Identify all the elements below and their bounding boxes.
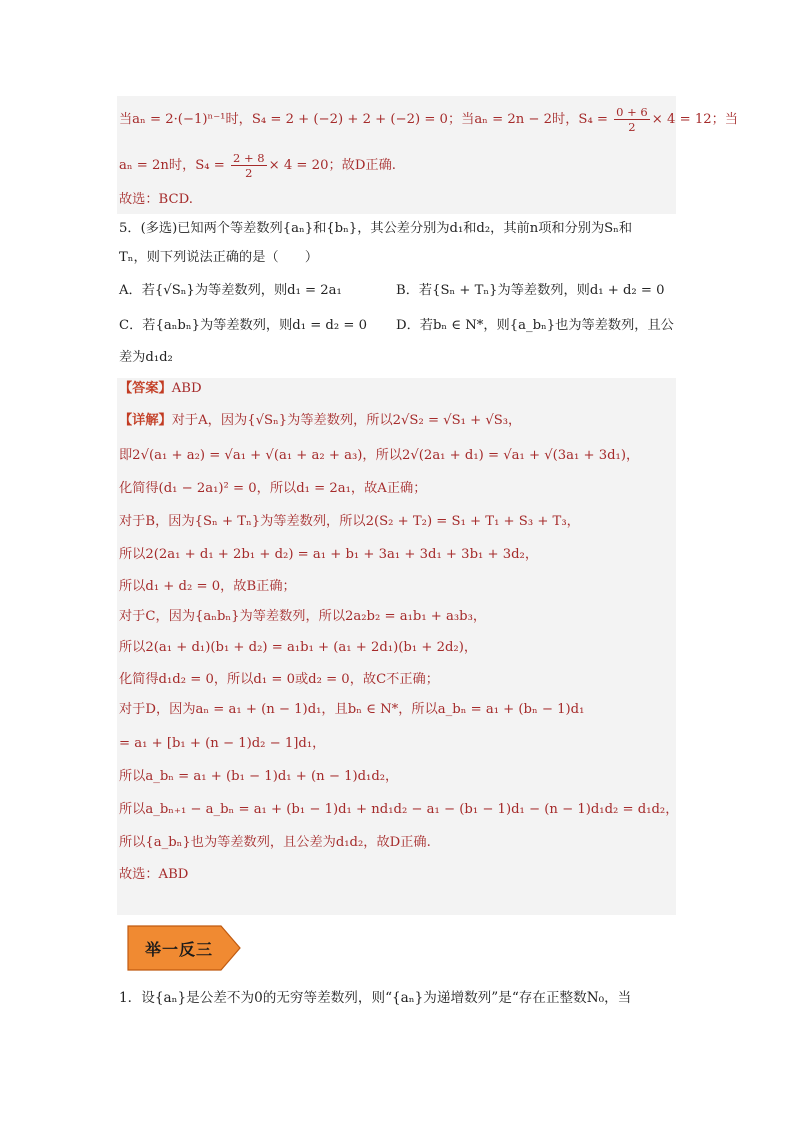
option-d-cont: 差为d₁d₂ <box>119 350 173 365</box>
detail-line-9: 化简得d₁d₂ = 0，所以d₁ = 0或d₂ = 0，故C不正确； <box>119 672 439 687</box>
section-badge-label: 举一反三 <box>144 940 213 959</box>
detail-line-7: 对于C，因为{aₙbₙ}为等差数列，所以2a₂b₂ = a₁b₁ + a₃b₃， <box>119 609 487 624</box>
detail-tag: 【详解】 <box>119 413 172 428</box>
next-question-line-1: 1．设{aₙ}是公差不为0的无穷等差数列，则“{aₙ}为递增数列”是“存在正整数N₀，当 <box>119 990 632 1006</box>
question-line-1: 5．(多选)已知两个等差数列{aₙ}和{bₙ}，其公差分别为d₁和d₂，其前n项和分别为Sₙ和 <box>119 221 633 236</box>
fraction-2: $\frac{2 + 8}{2}$ <box>233 151 265 180</box>
section-badge <box>127 925 241 971</box>
detail-line-11: = a₁ + [b₁ + (n − 1)d₂ − 1]d₁， <box>119 736 326 751</box>
detail-line-6: 所以d₁ + d₂ = 0，故B正确； <box>119 579 296 594</box>
option-c: C．若{aₙbₙ}为等差数列，则d₁ = d₂ = 0 <box>119 318 367 333</box>
prev-solution-line-1: 当aₙ = 2·(−1)ⁿ⁻¹时，S₄ = 2 + (−2) + 2 + (−2) = 0；当aₙ = 2n − 2时，S₄ = $\frac{0 + 6}{2}$ × 4 = 12；当 <box>119 105 738 134</box>
question-line-2: Tₙ，则下列说法正确的是（ ） <box>119 250 319 265</box>
detail-line-4: 对于B，因为{Sₙ + Tₙ}为等差数列，所以2(S₂ + T₂) = S₁ + T₁ + S₃ + T₃， <box>119 514 580 529</box>
detail-line-1: 【详解】对于A，因为{√Sₙ}为等差数列，所以2√S₂ = √S₁ + √S₃， <box>119 413 522 428</box>
detail-line-10: 对于D，因为aₙ = a₁ + (n − 1)d₁，且bₙ ∈ N*，所以a_bₙ = a₁ + (bₙ − 1)d₁ <box>119 702 585 717</box>
detail-line-3: 化简得(d₁ − 2a₁)² = 0，所以d₁ = 2a₁，故A正确； <box>119 481 427 496</box>
option-b: B．若{Sₙ + Tₙ}为等差数列，则d₁ + d₂ = 0 <box>396 283 665 298</box>
answer-tag: 【答案】 <box>119 381 172 396</box>
detail-line-5: 所以2(2a₁ + d₁ + 2b₁ + d₂) = a₁ + b₁ + 3a₁ + 3d₁ + 3b₁ + 3d₂， <box>119 547 539 562</box>
detail-line-12: 所以a_bₙ = a₁ + (b₁ − 1)d₁ + (n − 1)d₁d₂， <box>119 769 399 784</box>
prev-choice-line: 故选：BCD. <box>119 192 193 207</box>
detail-line-2: 即2√(a₁ + a₂) = √a₁ + √(a₁ + a₂ + a₃)，所以2√(2a₁ + d₁) = √a₁ + √(3a₁ + 3d₁)， <box>119 448 640 463</box>
option-a: A．若{√Sₙ}为等差数列，则d₁ = 2a₁ <box>119 283 342 298</box>
fraction-1: $\frac{0 + 6}{2}$ <box>616 105 648 134</box>
detail-line-8: 所以2(a₁ + d₁)(b₁ + d₂) = a₁b₁ + (a₁ + 2d₁)(b₁ + 2d₂)， <box>119 640 478 655</box>
detail-line-15: 故选：ABD <box>119 867 189 882</box>
detail-line-13: 所以a_bₙ₊₁ − a_bₙ = a₁ + (b₁ − 1)d₁ + nd₁d₂ − a₁ − (b₁ − 1)d₁ − (n − 1)d₁d₂ = d₁d₂， <box>119 802 679 817</box>
detail-line-14: 所以{a_bₙ}也为等差数列，且公差为d₁d₂，故D正确. <box>119 835 431 850</box>
answer-line: 【答案】ABD <box>119 381 202 396</box>
prev-solution-line-2: aₙ = 2n时，S₄ = $\frac{2 + 8}{2}$ × 4 = 20；故D正确. <box>119 151 396 180</box>
option-d: D．若bₙ ∈ N*，则{a_bₙ}也为等差数列，且公 <box>396 318 674 333</box>
